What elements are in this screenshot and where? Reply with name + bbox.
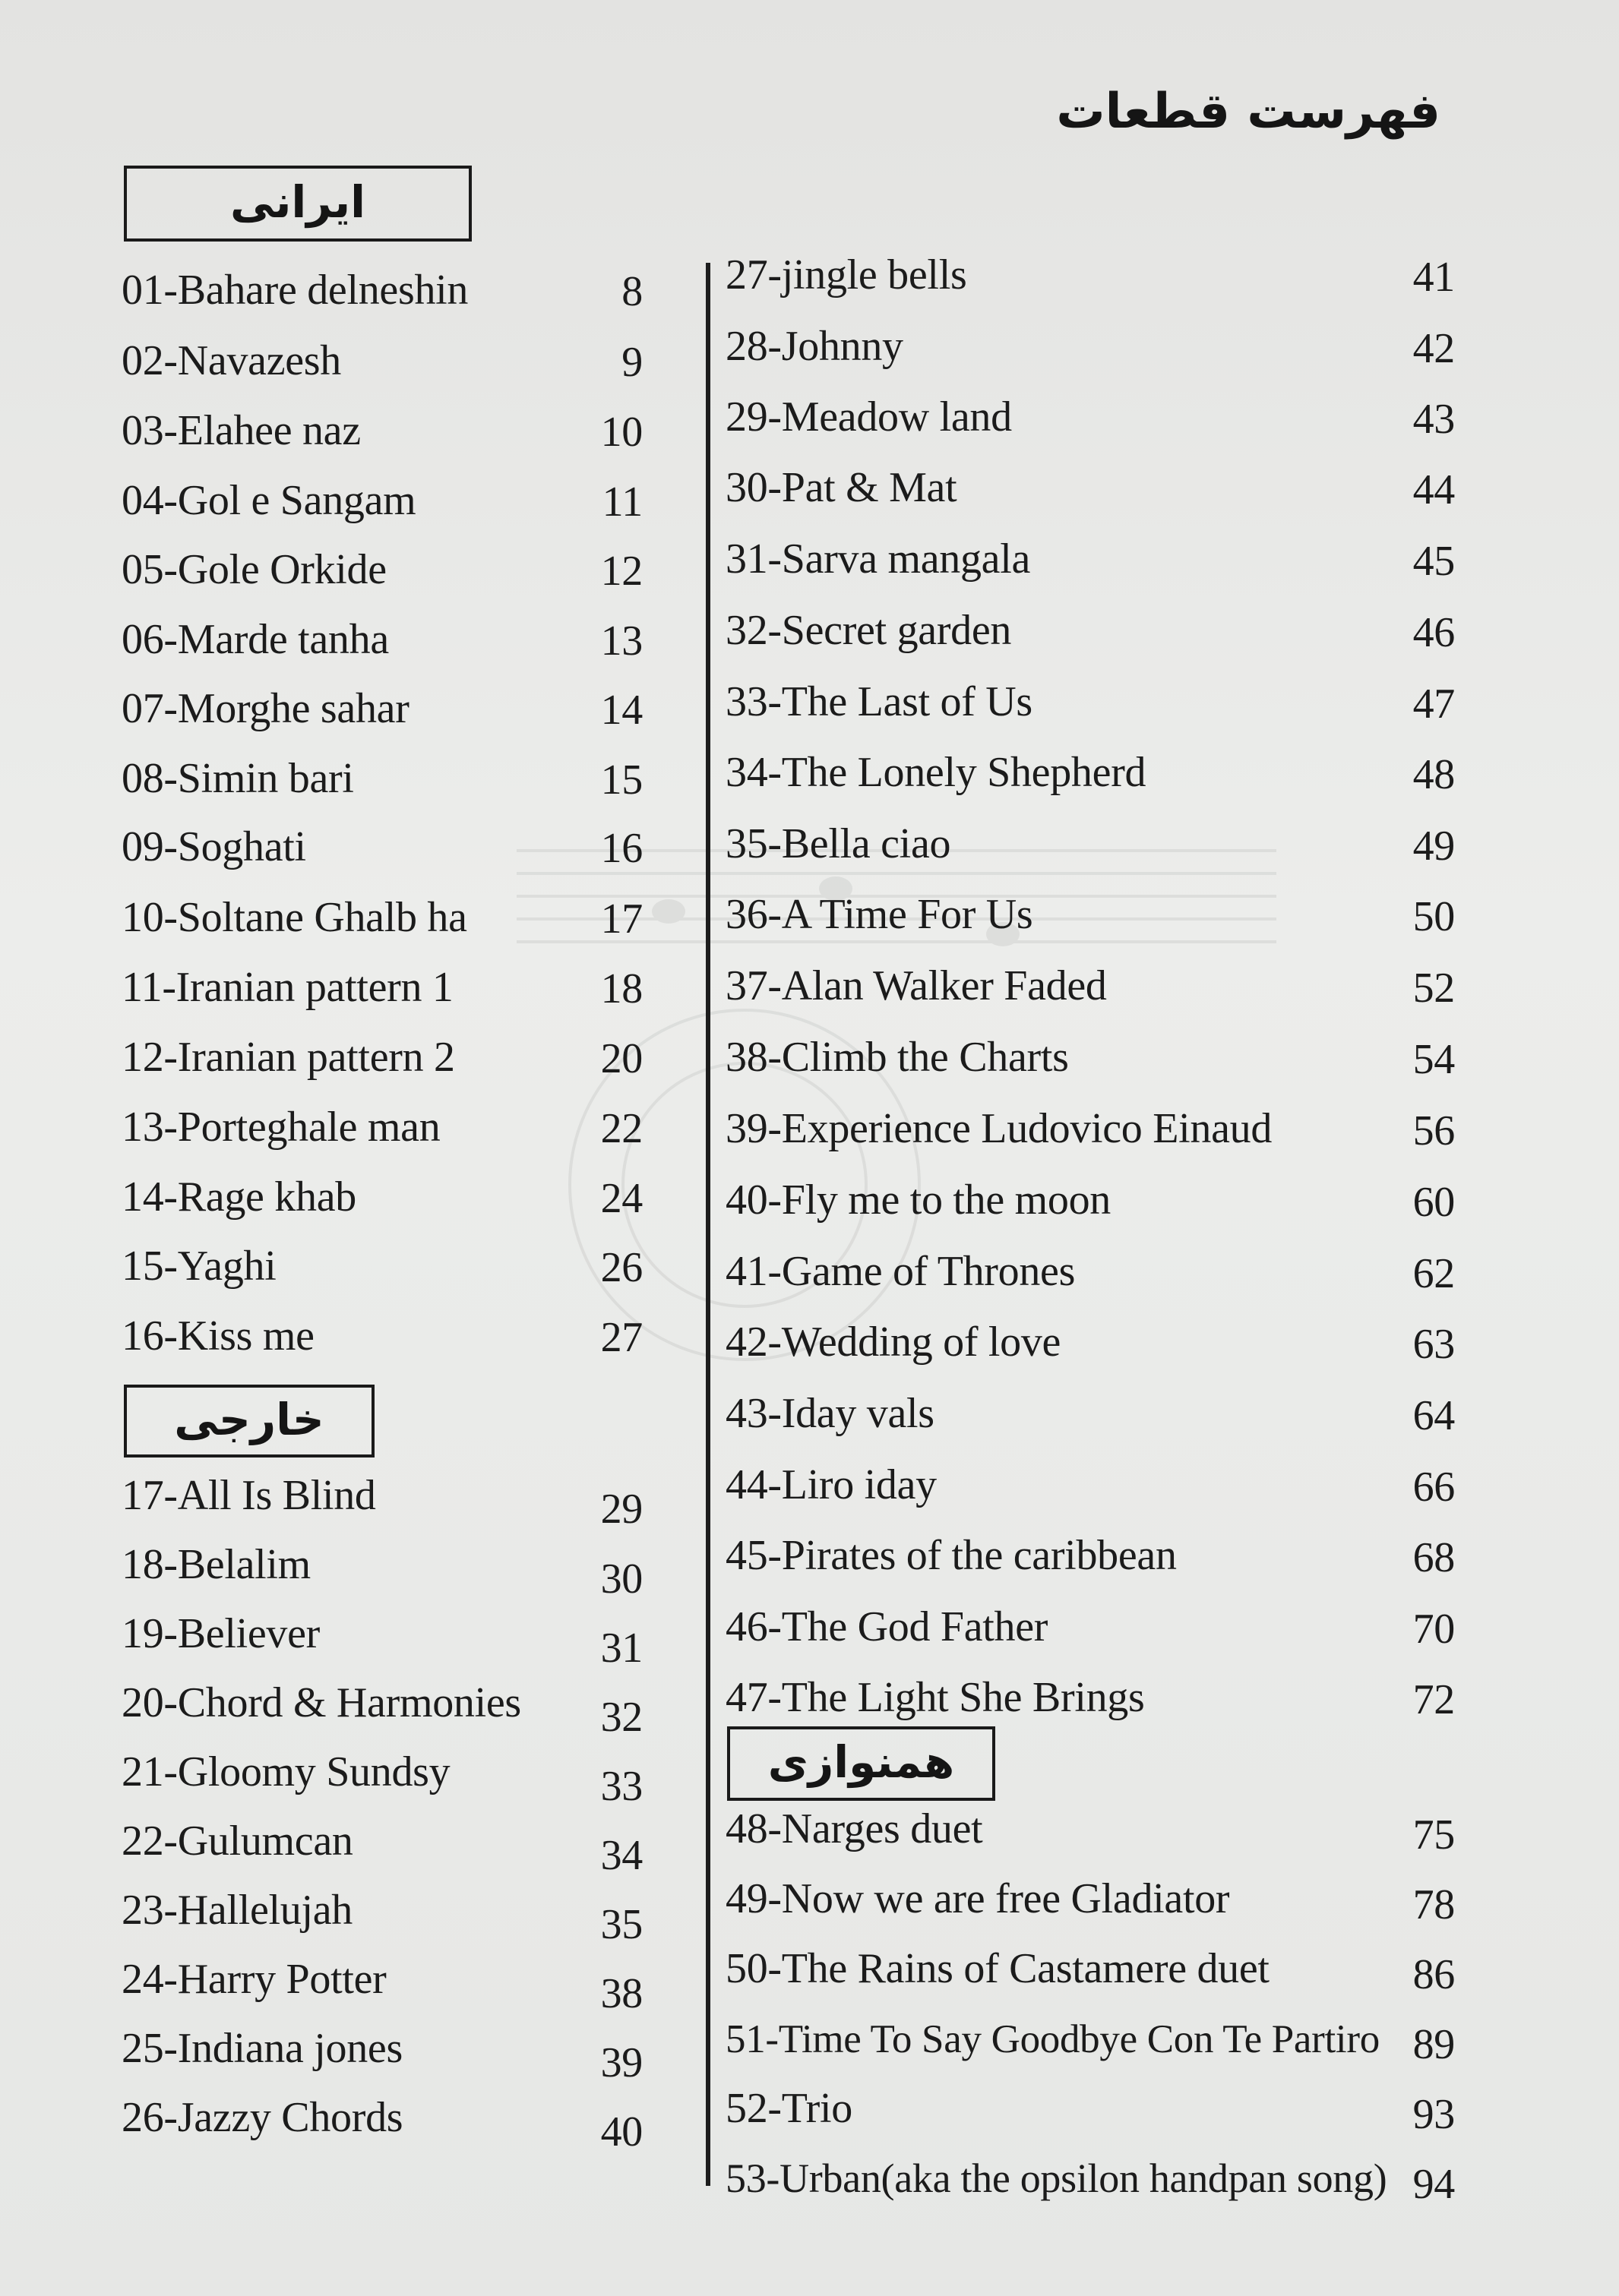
entry-page-number: 38 (600, 1970, 643, 2017)
entry-title: 34-The Lonely Shepherd (726, 749, 1146, 796)
entry-page-number: 20 (600, 1035, 643, 1082)
entry-title: 44-Liro iday (726, 1461, 937, 1508)
entry-title: 35-Bella ciao (726, 820, 951, 867)
entry-page-number: 14 (600, 687, 643, 734)
entry-title: 32-Secret garden (726, 607, 1012, 654)
contents-entry (122, 1886, 646, 1948)
page-title: فهرست قطعات (1056, 84, 1440, 140)
entry-title: 31-Sarva mangala (726, 535, 1031, 583)
entry-title: 20-Chord & Harmonies (122, 1679, 521, 1726)
contents-entry (122, 1173, 646, 1221)
entry-page-number: 11 (602, 478, 643, 526)
contents-entry (726, 1603, 1455, 1651)
entry-title: 02-Navazesh (122, 337, 342, 384)
entry-title: 43-Iday vals (726, 1390, 934, 1437)
contents-entry (726, 677, 1455, 726)
entry-page-number: 41 (1412, 254, 1455, 301)
entry-title: 24-Harry Potter (122, 1956, 387, 2003)
entry-page-number: 46 (1412, 609, 1455, 656)
entry-page-number: 29 (600, 1486, 643, 1533)
entry-title: 38-Climb the Charts (726, 1034, 1069, 1081)
entry-page-number: 43 (1412, 396, 1455, 443)
entry-page-number: 72 (1412, 1676, 1455, 1723)
entry-title: 04-Gol e Sangam (122, 477, 416, 524)
entry-page-number: 86 (1412, 1951, 1455, 1998)
contents-entry (726, 1033, 1455, 1082)
entry-page-number: 54 (1412, 1036, 1455, 1083)
contents-entry (726, 890, 1455, 939)
entry-title: 45-Pirates of the caribbean (726, 1532, 1177, 1579)
contents-entry (726, 2154, 1455, 2208)
contents-entry (122, 406, 646, 455)
entry-page-number: 13 (600, 617, 643, 665)
contents-entry (122, 545, 646, 594)
entry-title: 49-Now we are free Gladiator (726, 1875, 1230, 1922)
contents-entry (726, 463, 1455, 512)
entry-title: 13-Porteghale man (122, 1104, 441, 1151)
contents-entry (122, 1471, 646, 1533)
entry-page-number: 47 (1412, 681, 1455, 728)
contents-entry (122, 1679, 646, 1741)
entry-page-number: 42 (1412, 325, 1455, 372)
entry-page-number: 66 (1412, 1464, 1455, 1511)
entry-title: 25-Indiana jones (122, 2025, 403, 2072)
entry-title: 10-Soltane Ghalb ha (122, 894, 467, 941)
entry-page-number: 27 (600, 1314, 643, 1361)
contents-entry (726, 2014, 1455, 2068)
contents-entry (726, 322, 1455, 371)
entry-title: 53-Urban(aka the opsilon handpan song) (726, 2155, 1387, 2201)
entry-title: 16-Kiss me (122, 1312, 315, 1360)
entry-page-number: 33 (600, 1763, 643, 1810)
entry-title: 03-Elahee naz (122, 407, 361, 454)
contents-entry (726, 1944, 1455, 1998)
contents-entry (726, 748, 1455, 797)
entry-title: 47-The Light She Brings (726, 1674, 1145, 1721)
entry-page-number: 18 (600, 965, 643, 1012)
entry-title: 22-Gulumcan (122, 1818, 353, 1865)
entry-page-number: 89 (1412, 2021, 1455, 2068)
section-label-duet: همنوازی (727, 1726, 995, 1801)
entry-title: 06-Marde tanha (122, 616, 389, 663)
contents-entry (726, 1461, 1455, 1509)
entry-title: 01-Bahare delneshin (122, 267, 469, 314)
contents-entry (122, 1312, 646, 1360)
entry-title: 52-Trio (726, 2085, 852, 2132)
contents-entry (122, 266, 646, 314)
entry-page-number: 93 (1412, 2091, 1455, 2138)
entry-title: 29-Meadow land (726, 393, 1012, 441)
entry-title: 33-The Last of Us (726, 678, 1032, 725)
entry-page-number: 24 (600, 1175, 643, 1222)
entry-page-number: 40 (600, 2108, 643, 2155)
entry-page-number: 70 (1412, 1606, 1455, 1653)
entry-title: 37-Alan Walker Faded (726, 962, 1107, 1009)
contents-entry (726, 820, 1455, 868)
entry-page-number: 63 (1412, 1321, 1455, 1368)
entry-title: 30-Pat & Mat (726, 464, 957, 511)
entry-title: 42-Wedding of love (726, 1319, 1061, 1366)
entry-page-number: 44 (1412, 466, 1455, 513)
entry-page-number: 30 (600, 1555, 643, 1603)
contents-entry (122, 476, 646, 525)
entry-title: 07-Morghe sahar (122, 685, 409, 732)
entry-page-number: 48 (1412, 751, 1455, 798)
entry-page-number: 50 (1412, 893, 1455, 940)
contents-entry (122, 1955, 646, 2017)
contents-entry (122, 1817, 646, 1879)
contents-entry (122, 1609, 646, 1672)
entry-page-number: 75 (1412, 1811, 1455, 1859)
entry-title: 14-Rage khab (122, 1173, 356, 1221)
entry-title: 21-Gloomy Sundsy (122, 1748, 451, 1795)
entry-page-number: 9 (621, 339, 643, 386)
section-label-iranian: ایرانی (124, 166, 472, 242)
entry-page-number: 26 (600, 1244, 643, 1291)
contents-entry (726, 1805, 1455, 1859)
entry-title: 27-jingle bells (726, 251, 967, 298)
entry-page-number: 16 (600, 825, 643, 872)
contents-entry (122, 1033, 646, 1082)
entry-page-number: 45 (1412, 538, 1455, 585)
contents-entry (726, 1389, 1455, 1438)
entry-title: 40-Fly me to the moon (726, 1176, 1111, 1224)
entry-page-number: 17 (600, 895, 643, 943)
contents-entry (726, 2084, 1455, 2138)
entry-page-number: 62 (1412, 1250, 1455, 1297)
contents-entry (122, 754, 646, 803)
contents-entry (122, 1748, 646, 1810)
entry-page-number: 60 (1412, 1179, 1455, 1226)
entry-page-number: 78 (1412, 1881, 1455, 1928)
entry-page-number: 22 (600, 1105, 643, 1152)
entry-title: 51-Time To Say Goodbye Con Te Partiro (726, 2017, 1380, 2061)
entry-title: 05-Gole Orkide (122, 546, 387, 593)
entry-title: 17-All Is Blind (122, 1472, 376, 1519)
entry-page-number: 52 (1412, 965, 1455, 1012)
entry-title: 50-The Rains of Castamere duet (726, 1945, 1270, 1992)
contents-entry (122, 963, 646, 1012)
contents-entry (726, 962, 1455, 1010)
entry-title: 09-Soghati (122, 823, 306, 870)
entry-page-number: 15 (600, 756, 643, 804)
entry-title: 28-Johnny (726, 323, 903, 370)
contents-entry (726, 1176, 1455, 1224)
entry-page-number: 39 (600, 2039, 643, 2086)
entry-page-number: 32 (600, 1694, 643, 1741)
contents-entry (726, 1318, 1455, 1366)
contents-entry (122, 336, 646, 385)
contents-entry (122, 2024, 646, 2086)
contents-entry (726, 1104, 1455, 1153)
contents-entry (726, 251, 1455, 299)
entry-title: 08-Simin bari (122, 755, 354, 802)
entry-page-number: 34 (600, 1832, 643, 1879)
entry-title: 18-Belalim (122, 1541, 311, 1588)
entry-page-number: 12 (600, 548, 643, 595)
contents-entry (726, 1874, 1455, 1928)
entry-title: 46-The God Father (726, 1603, 1048, 1650)
entry-title: 11-Iranian pattern 1 (122, 964, 454, 1011)
entry-page-number: 10 (600, 409, 643, 456)
entry-page-number: 94 (1412, 2161, 1455, 2208)
entry-title: 41-Game of Thrones (726, 1248, 1076, 1295)
contents-entry (122, 615, 646, 664)
contents-entry (726, 606, 1455, 655)
entry-page-number: 31 (600, 1625, 643, 1672)
contents-entry (726, 393, 1455, 441)
contents-entry (122, 684, 646, 733)
column-divider (706, 263, 710, 2186)
contents-entry (122, 1242, 646, 1290)
contents-entry (122, 893, 646, 942)
contents-entry (122, 823, 646, 871)
entry-title: 15-Yaghi (122, 1243, 277, 1290)
entry-page-number: 56 (1412, 1107, 1455, 1154)
entry-title: 12-Iranian pattern 2 (122, 1034, 455, 1081)
entry-page-number: 49 (1412, 823, 1455, 870)
entry-title: 23-Hallelujah (122, 1887, 353, 1934)
entry-page-number: 8 (621, 268, 643, 315)
entry-title: 19-Believer (122, 1610, 321, 1657)
entry-title: 39-Experience Ludovico Einaud (726, 1105, 1273, 1152)
entry-page-number: 35 (600, 1901, 643, 1948)
contents-entry (726, 1531, 1455, 1580)
contents-entry (726, 535, 1455, 583)
entry-title: 26-Jazzy Chords (122, 2094, 403, 2141)
entry-title: 36-A Time For Us (726, 891, 1033, 938)
entry-page-number: 64 (1412, 1392, 1455, 1439)
contents-entry (122, 1540, 646, 1603)
entry-title: 48-Narges duet (726, 1805, 983, 1852)
contents-entry (122, 2093, 646, 2155)
section-label-foreign: خارجی (124, 1385, 375, 1458)
contents-entry (726, 1673, 1455, 1722)
contents-entry (122, 1103, 646, 1151)
entry-page-number: 68 (1412, 1534, 1455, 1581)
contents-entry (726, 1247, 1455, 1296)
